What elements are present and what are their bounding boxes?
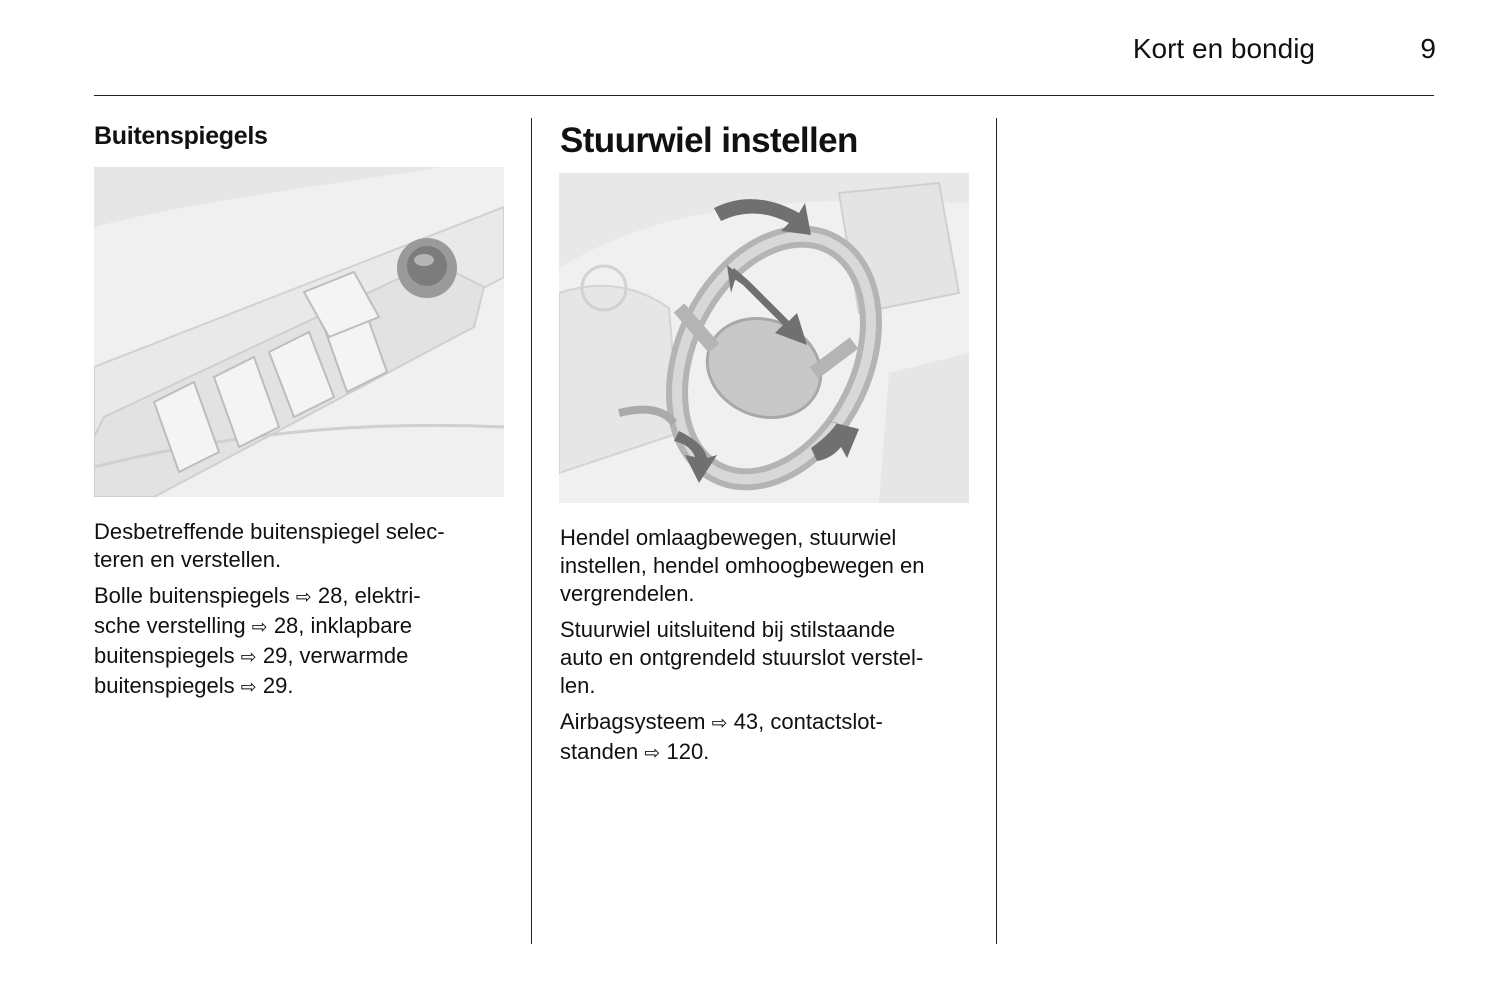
paragraph [560,616,980,700]
paragraph [94,518,514,574]
steering-wheel-illustration [559,173,969,503]
mirror-switch-illustration [94,167,504,497]
page-reference[interactable]: 120. [666,739,710,764]
text-line: buitenspiegels [94,643,235,668]
paragraph [560,524,980,608]
mirror-description-text [94,518,514,710]
column-divider-left [531,118,532,944]
page-number: 9 [1420,33,1436,64]
text-line: buitenspiegels [94,673,235,698]
text-line: len. [560,673,596,698]
column-divider-right [996,118,997,944]
page-reference[interactable]: 29. [262,673,294,698]
text-line: standen [560,739,639,764]
section-heading-stuurwiel: Stuurwiel instellen [560,121,858,160]
page-reference[interactable]: 28, inklapbare [273,613,413,638]
reference-arrow-icon: ⇨ [240,677,257,698]
mirror-switch-figure [94,167,504,497]
section-heading-buitenspiegels: Buitenspiegels [94,122,268,150]
steering-description-text [560,524,980,776]
text-line: Bolle buitenspiegels [94,583,290,608]
header-divider [94,95,1434,96]
reference-arrow-icon: ⇨ [295,587,312,608]
text-line: Desbetreffende buitenspiegel selec- [94,519,445,544]
reference-arrow-icon: ⇨ [240,647,257,668]
page-reference[interactable]: 29, verwarmde [262,643,409,668]
paragraph [94,582,514,702]
page-reference[interactable]: 28, elektri- [317,583,421,608]
chapter-title: Kort en bondig [1132,33,1315,64]
text-line: auto en ontgrendeld stuurslot verstel- [560,645,924,670]
reference-arrow-icon: ⇨ [711,713,728,734]
text-line: sche verstelling [94,613,246,638]
text-line: instellen, hendel omhoogbewegen en [560,553,925,578]
paragraph [560,708,980,768]
reference-arrow-icon: ⇨ [644,743,661,764]
text-line: Hendel omlaagbewegen, stuurwiel [560,525,897,550]
text-line: vergrendelen. [560,581,695,606]
text-line: Airbagsysteem [560,709,706,734]
text-line: Stuurwiel uitsluitend bij stilstaande [560,617,896,642]
text-line: teren en verstellen. [94,547,282,572]
reference-arrow-icon: ⇨ [251,617,268,638]
steering-wheel-figure [559,173,969,503]
page-reference[interactable]: 43, contactslot- [733,709,883,734]
